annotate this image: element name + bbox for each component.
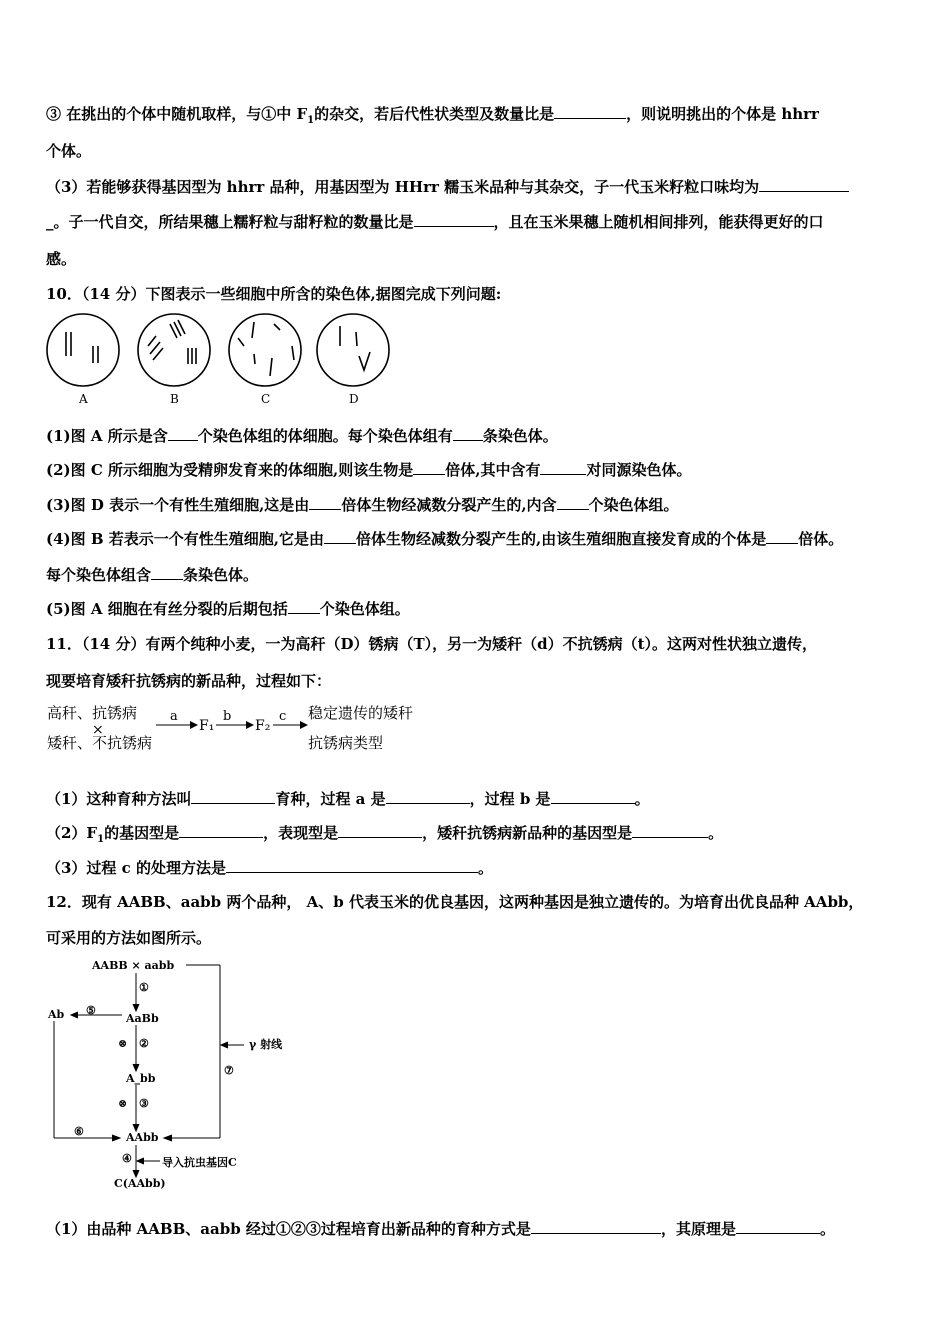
transgenic-text: C(AAbb) <box>114 1177 166 1190</box>
haploid-text: Ab <box>48 1008 65 1021</box>
step6-label: ⑥ <box>74 1125 84 1138</box>
cell-label: A <box>79 392 88 406</box>
answer-blank[interactable] <box>179 823 263 838</box>
selfing-symbol: ⊗ <box>118 1097 128 1110</box>
q11-sub1: （1）这种育种方法叫 育种，过程 a 是 ，过程 b 是 。 <box>46 790 650 808</box>
cell-c <box>229 314 301 386</box>
q11-stem2: 现要培育矮秆抗锈病的新品种，过程如下： <box>46 672 332 690</box>
q9-part3-end: 个体。 <box>46 142 92 160</box>
q9-sub3-line3: 感。 <box>46 250 77 268</box>
step3-label: ③ <box>139 1097 149 1110</box>
answer-blank[interactable] <box>309 495 341 510</box>
answer-blank[interactable] <box>736 1219 820 1234</box>
chromosome-figure <box>40 308 400 408</box>
cell-label: B <box>170 392 179 406</box>
step-a-label: a <box>170 709 178 724</box>
q9-part3-line: ③ 在挑出的个体中随机取样，与①中 $F_1$的杂交，若后代性状类型及数量比是 ，则说明挑出的个体是 hhrr <box>46 105 819 126</box>
q12-stem2: 可采用的方法如图所示。 <box>46 929 212 947</box>
step-c-label: c <box>279 709 287 724</box>
selfing-symbol: ⊗ <box>118 1037 128 1050</box>
q9-sub3-line1: （3）若能够获得基因型为 hhrr 品种，用基因型为 HHrr 糯玉米品种与其杂交，子一代玉米籽粒口味均为 <box>46 176 849 197</box>
answer-blank[interactable] <box>557 495 589 510</box>
answer-blank[interactable] <box>151 565 183 580</box>
q10-sub4-cont: 每个染色体组含 条染色体。 <box>46 566 259 584</box>
q9-sub3-line2: _。子一代自交，所结果穗上糯籽粒与甜籽粒的数量比是 ，且在玉米果穗上随机相间排列，能获得更好的口 <box>46 213 824 231</box>
answer-blank[interactable] <box>766 529 798 544</box>
answer-blank[interactable] <box>531 1219 661 1234</box>
gene-transfer-text: 导入抗虫基因C <box>162 1156 237 1169</box>
cell-d <box>317 314 389 386</box>
q10-sub4: (4)图 B 若表示一个有性生殖细胞,它是由 倍体生物经减数分裂产生的,由该生殖细胞直接发育成的个体是 倍体。 <box>46 530 844 548</box>
q10-sub2: (2)图 C 所示细胞为受精卵发育来的体细胞,则该生物是 倍体,其中含有 对同源染色体。 <box>46 461 692 479</box>
answer-blank[interactable] <box>288 599 320 614</box>
cell-label: D <box>349 392 359 406</box>
q11-sub2: $(2)F_1$的基因型是 ，表现型是 ，矮秆抗锈病新品种的基因型是 。 <box>46 824 724 845</box>
parent1-text: 高秆、抗锈病 <box>47 704 138 722</box>
answer-blank[interactable] <box>168 426 198 441</box>
step4-label: ④ <box>122 1152 132 1165</box>
answer-blank[interactable] <box>759 177 849 192</box>
step2-label: ② <box>139 1037 149 1050</box>
answer-blank[interactable] <box>413 460 445 475</box>
f2-genotype: A_bb <box>126 1072 156 1085</box>
answer-blank[interactable] <box>191 789 275 804</box>
answer-blank[interactable] <box>453 426 483 441</box>
answer-blank[interactable] <box>226 858 478 873</box>
f2-text: F₂ <box>255 718 271 734</box>
q11-sub3: （3）过程 c 的处理方法是 。 <box>46 859 494 877</box>
f1-genotype: AaBb <box>126 1012 159 1025</box>
answer-blank[interactable] <box>554 104 626 119</box>
answer-blank[interactable] <box>632 823 708 838</box>
goal-text-2: 抗锈病类型 <box>308 734 384 752</box>
parents-text: AABB × aabb <box>92 959 175 972</box>
q10-sub1: (1)图 A 所示是含 个染色体组的体细胞。每个染色体组有 条染色体。 <box>46 427 558 445</box>
q10-stem: 10．（14 分）下图表示一些细胞中所含的染色体,据图完成下列问题: <box>46 285 502 303</box>
goal-text-1: 稳定遗传的矮秆 <box>308 704 414 722</box>
q10-sub5: (5)图 A 细胞在有丝分裂的后期包括 个染色体组。 <box>46 600 410 618</box>
q12-stem: 12．现有 AABB、aabb 两个品种， A、b 代表玉米的优良基因，这两种基因是独立遗传的。为培育出优良品种 AAbb， <box>46 893 864 911</box>
wheat-breeding-diagram <box>44 698 444 758</box>
answer-blank[interactable] <box>324 529 356 544</box>
target-genotype: AAbb <box>126 1131 159 1144</box>
corn-breeding-diagram <box>44 955 334 1195</box>
parent2-text: 矮秆、不抗锈病 <box>47 734 153 752</box>
answer-blank[interactable] <box>414 212 494 227</box>
cell-b <box>138 314 210 386</box>
answer-blank[interactable] <box>540 460 586 475</box>
cross-symbol: × <box>92 722 104 738</box>
step1-label: ① <box>139 981 149 994</box>
q11-stem: 11．（14 分）有两个纯种小麦，一为高秆（D）锈病（T），另一为矮秆（d）不抗锈病（t）。这两对性状独立遗传， <box>46 635 818 653</box>
step5-label: ⑤ <box>86 1004 96 1017</box>
gamma-ray-text: γ 射线 <box>249 1038 283 1051</box>
step-b-label: b <box>223 709 232 724</box>
step7-label: ⑦ <box>224 1064 234 1077</box>
q10-sub3: (3)图 D 表示一个有性生殖细胞,这是由 倍体生物经减数分裂产生的,内含 个染色体组。 <box>46 496 679 514</box>
cell-a <box>47 314 119 386</box>
cell-label: C <box>261 392 271 406</box>
q12-sub1: （1）由品种 AABB、aabb 经过①②③过程培育出新品种的育种方式是 ，其原理是 。 <box>46 1220 835 1238</box>
f1-text: F₁ <box>199 718 215 734</box>
answer-blank[interactable] <box>338 823 422 838</box>
answer-blank[interactable] <box>386 789 470 804</box>
answer-blank[interactable] <box>551 789 635 804</box>
